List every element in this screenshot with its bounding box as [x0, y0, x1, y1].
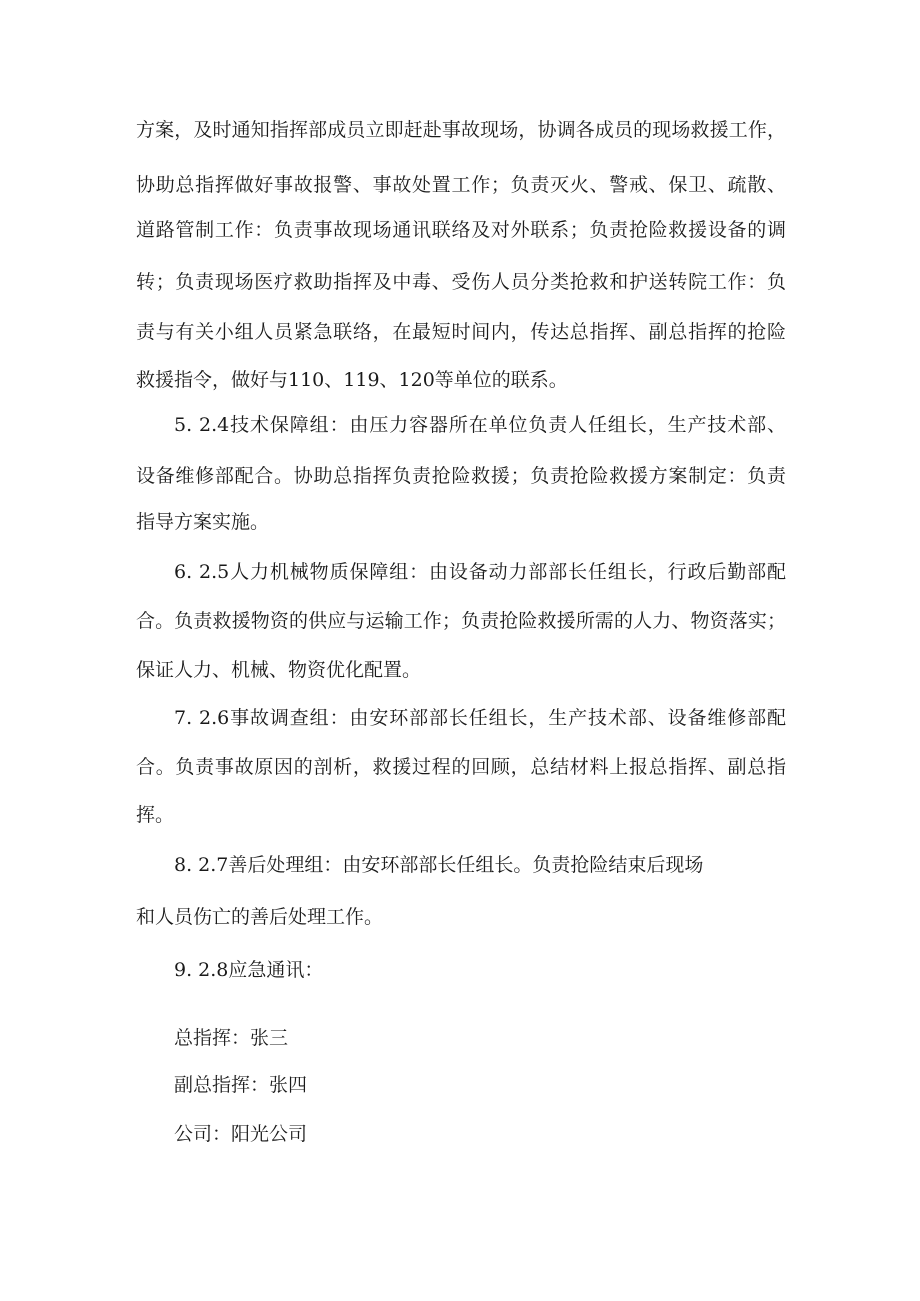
text-line: 救援指令，做好与110、119、120等单位的联系。 [136, 369, 568, 391]
text-line: 协助总指挥做好事故报警、事故处置工作；负责灭火、警戒、保卫、疏散、 [136, 174, 786, 196]
paragraph-heading-line: 6. 2.5人力机械物质保障组：由设备动力部部长任组长，行政后勤部配 [174, 561, 786, 583]
text-line: 保证人力、机械、物资优化配置。 [136, 659, 422, 681]
contact-company: 公司：阳光公司 [174, 1123, 308, 1145]
contact-deputy-commander: 副总指挥：张四 [174, 1074, 308, 1096]
text-line: 责与有关小组人员紧急联络，在最短时间内，传达总指挥、副总指挥的抢险 [136, 321, 786, 343]
paragraph-heading-line: 7. 2.6事故调查组：由安环部部长任组长，生产技术部、设备维修部配 [174, 707, 786, 729]
text-line: 道路管制工作：负责事故现场通讯联络及对外联系；负责抢险救援设备的调 [136, 219, 786, 241]
text-line: 方案，及时通知指挥部成员立即赶赴事故现场，协调各成员的现场救援工作， [136, 119, 786, 141]
text-line: 和人员伤亡的善后处理工作。 [136, 906, 384, 928]
section-heading: 9. 2.8应急通讯： [174, 959, 324, 981]
text-line: 设备维修部配合。协助总指挥负责抢险救援；负责抢险救援方案制定：负责 [136, 465, 786, 487]
paragraph-heading-line: 8. 2.7善后处理组：由安环部部长任组长。负责抢险结束后现场 [174, 854, 704, 876]
text-line: 挥。 [136, 804, 175, 826]
text-line: 合。负责事故原因的剖析，救援过程的回顾，总结材料上报总指挥、副总指 [136, 756, 786, 778]
text-line: 合。负责救援物资的供应与运输工作；负责抢险救援所需的人力、物资落实； [136, 610, 786, 632]
contact-commander: 总指挥：张三 [174, 1027, 289, 1049]
text-line: 指导方案实施。 [136, 511, 270, 533]
paragraph-heading-line: 5. 2.4技术保障组：由压力容器所在单位负责人任组长，生产技术部、 [174, 414, 786, 436]
text-line: 转；负责现场医疗救助指挥及中毒、受伤人员分类抢救和护送转院工作：负 [136, 271, 786, 293]
